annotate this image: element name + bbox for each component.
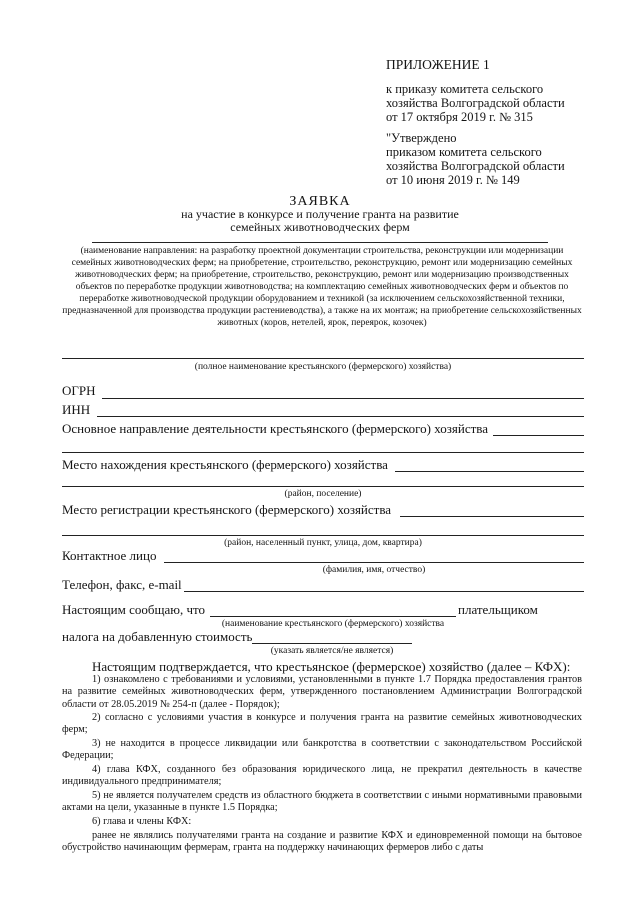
location-field-2[interactable] bbox=[62, 486, 584, 487]
list-item: 6) глава и члены КФХ: bbox=[92, 816, 192, 827]
location-field[interactable] bbox=[395, 471, 584, 472]
appendix-label: ПРИЛОЖЕНИЕ 1 bbox=[386, 57, 490, 72]
ogrn-field[interactable] bbox=[102, 398, 584, 399]
ogrn-label: ОГРН bbox=[62, 383, 96, 398]
contact-field[interactable] bbox=[164, 562, 584, 563]
direction-line bbox=[92, 242, 548, 243]
activity-field[interactable] bbox=[493, 435, 584, 436]
direction-note: (наименование направления: на разработку проектной документации строительства, реконструкции или модернизации семейных животноводческих ферм; на приобретение, строительство, реконструкцию, ремонт или модернизацию семейных животноводческих ферм; на приобретение, строительство, реконструкцию, ремонт или модернизацию производственных объектов по переработке продукции животноводства; на комплектацию семейных животноводческих ферм и объектов по переработке животноводческой продукции оборудованием и техникой (за исключением сельскохозяйственной техники, предназначенной для производства продукции растениеводства), а также на их монтаж; на приобретение сельскохозяйственных животных (коров, нетелей, ярок, переярок, козочек) bbox=[62, 246, 582, 328]
inn-field[interactable] bbox=[97, 416, 584, 417]
vat-farm-name-field[interactable] bbox=[210, 616, 456, 617]
confirm-heading: Настоящим подтверждается, что крестьянское (фермерское) хозяйство (далее – КФХ): bbox=[92, 659, 571, 674]
vat-farm-caption: (наименование крестьянского (фермерского) хозяйства bbox=[221, 619, 445, 629]
document-subtitle: на участие в конкурсе и получение гранта на развитие семейных животноводческих ферм bbox=[181, 207, 459, 234]
list-item: 2) согласно с условиями участия в конкурсе и получения гранта на развитие семейных животноводческих ферм; bbox=[62, 712, 582, 736]
phone-label: Телефон, факс, e-mail bbox=[62, 577, 182, 592]
registration-field-2[interactable] bbox=[62, 535, 584, 536]
order-reference: к приказу комитета сельского хозяйства Волгоградской области от 17 октября 2019 г. № 315 bbox=[386, 82, 565, 124]
activity-label: Основное направление деятельности крестьянского (фермерского) хозяйства bbox=[62, 421, 489, 436]
vat-payer-label: плательщиком bbox=[458, 602, 538, 617]
registration-caption: (район, населенный пункт, улица, дом, квартира) bbox=[224, 538, 422, 548]
vat-tax-label: налога на добавленную стоимость bbox=[62, 629, 253, 644]
contact-label: Контактное лицо bbox=[62, 548, 157, 563]
document-title: ЗАЯВКА bbox=[289, 194, 351, 209]
phone-field[interactable] bbox=[184, 591, 584, 592]
farm-name-line bbox=[62, 358, 584, 359]
list-item: 5) не является получателем средств из областного бюджета в соответствии с иными нормативными правовыми актами на цели, указанные в пункте 1.5 Порядка; bbox=[62, 790, 582, 814]
contact-caption: (фамилия, имя, отчество) bbox=[322, 565, 426, 575]
list-item: 4) глава КФХ, созданного без образования юридического лица, не прекратил деятельность в качестве индивидуального предпринимателя; bbox=[62, 764, 582, 788]
registration-field[interactable] bbox=[400, 516, 584, 517]
location-label: Место нахождения крестьянского (фермерского) хозяйства bbox=[62, 457, 388, 472]
farm-name-caption: (полное наименование крестьянского (фермерского) хозяйства) bbox=[194, 362, 452, 372]
activity-field-2[interactable] bbox=[62, 452, 584, 453]
list-item: 3) не находится в процессе ликвидации или банкротства в соответствии с законодательством Российской Федерации; bbox=[62, 738, 582, 762]
list-item: ранее не являлись получателями гранта на создание и развитие КФХ и единовременной помощи на бытовое обустройство начинающим фермерам, гранта на поддержку начинающих фермеров либо с даты bbox=[62, 830, 582, 854]
list-item: 1) ознакомлено с требованиями и условиями, установленными в пункте 1.7 Порядка предоставления грантов на развитие семейных животноводческих ферм, утвержденного постановлением Администрации Волгоградской области от 28.05.2019 № 254-п (далее - Порядок); bbox=[62, 674, 582, 710]
vat-intro: Настоящим сообщаю, что bbox=[62, 602, 206, 617]
location-caption: (район, поселение) bbox=[284, 489, 362, 499]
vat-status-caption: (указать является/не является) bbox=[270, 646, 394, 656]
registration-label: Место регистрации крестьянского (фермерского) хозяйства bbox=[62, 502, 392, 517]
inn-label: ИНН bbox=[62, 402, 91, 417]
vat-status-field[interactable] bbox=[252, 643, 412, 644]
approval-note: "Утверждено приказом комитета сельского хозяйства Волгоградской области от 10 июня 2019 г. № 149 bbox=[386, 131, 565, 187]
